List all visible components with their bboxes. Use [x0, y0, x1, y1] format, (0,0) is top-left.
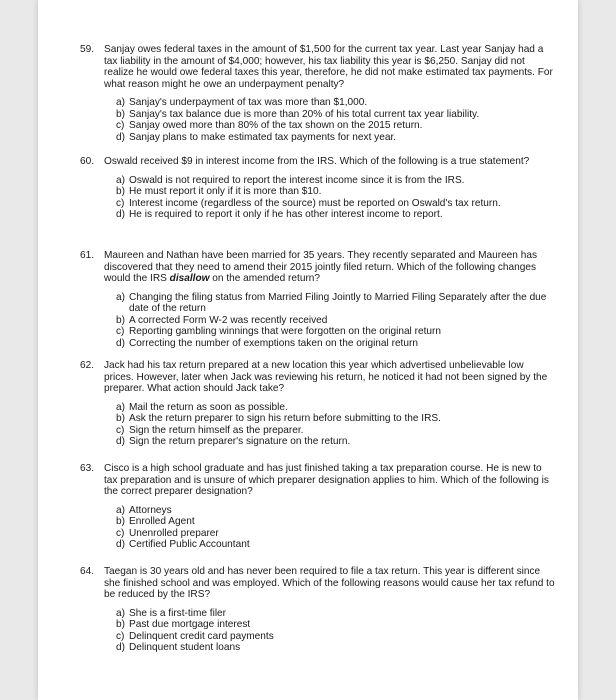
question-61 — [80, 250, 556, 349]
option-letter: d) — [116, 436, 125, 447]
answer-option — [116, 539, 556, 551]
option-text: Oswald is not required to report the interest income since it is from the IRS. — [129, 174, 465, 186]
answer-options — [116, 505, 556, 551]
answer-option — [116, 315, 556, 327]
option-text: Certified Public Accountant — [129, 539, 250, 550]
option-letter: c) — [116, 197, 125, 209]
answer-option — [116, 436, 556, 448]
option-text: Attorneys — [129, 504, 172, 516]
answer-option — [116, 97, 556, 109]
question-number: 64. — [80, 566, 95, 577]
answer-option — [116, 642, 556, 654]
stem-emphasis: disallow — [169, 273, 210, 284]
question-stem: Taegan is 30 years old and has never been required to file a tax return. This year is different since she finished school and was employed. Which of the following reasons would cause her tax refund to be reduced by the IRS? — [104, 566, 555, 600]
answer-options — [116, 97, 556, 143]
option-letter: b) — [116, 108, 125, 120]
option-text: Sign the return himself as the preparer. — [129, 424, 304, 436]
question-stem: Sanjay owes federal taxes in the amount of $1,500 for the current tax year. Last year Sanjay had a tax liability in the amount of $4,000; however, his tax liability this year is $6,250. Sanjay did not realize he would owe federal taxes this year, therefore, he did not make estimated tax payments. For what reason might he owe an underpayment penalty? — [104, 44, 553, 90]
answer-option — [116, 292, 556, 315]
option-letter: c) — [116, 527, 125, 539]
answer-option — [116, 132, 556, 144]
option-letter: b) — [116, 186, 125, 197]
option-letter: a) — [116, 504, 125, 516]
question-63 — [80, 463, 556, 551]
option-letter: a) — [116, 401, 125, 413]
option-text: Past due mortgage interest — [129, 619, 251, 630]
question-number: 61. — [80, 250, 95, 261]
option-text: Sanjay's underpayment of tax was more than $1,000. — [129, 97, 368, 108]
answer-options — [116, 175, 556, 221]
option-text: He must report it only if it is more than $10. — [129, 186, 322, 197]
question-stem: Jack had his tax return prepared at a new location this year which advertised unbelievable low prices. However, later when Jack was reviewing his return, he noticed it had not been signed by the preparer. What action should Jack take? — [104, 360, 548, 394]
answer-option — [116, 338, 556, 350]
option-text: Mail the return as soon as possible. — [129, 401, 288, 413]
answer-option — [116, 109, 556, 121]
answer-option — [116, 120, 556, 132]
answer-option — [116, 631, 556, 643]
answer-option — [116, 326, 556, 338]
option-text: Reporting gambling winnings that were forgotten on the original return — [129, 326, 441, 337]
question-number: 63. — [80, 463, 95, 474]
answer-option — [116, 516, 556, 528]
option-text: Delinquent credit card payments — [129, 630, 274, 642]
option-text: She is a first-time filer — [129, 607, 227, 619]
option-letter: c) — [116, 630, 125, 642]
answer-option — [116, 528, 556, 540]
option-letter: c) — [116, 120, 125, 131]
document-page — [38, 0, 578, 700]
option-text: Unenrolled preparer — [129, 527, 219, 539]
answer-options — [116, 608, 556, 654]
option-text: Correcting the number of exemptions taken on the original return — [129, 337, 418, 349]
answer-option — [116, 209, 556, 221]
option-letter: b) — [116, 619, 125, 630]
option-text: Ask the return preparer to sign his return before submitting to the IRS. — [129, 413, 441, 424]
option-text: Interest income (regardless of the source) must be reported on Oswald's tax return. — [129, 197, 501, 209]
answer-option — [116, 505, 556, 517]
question-stem — [104, 250, 556, 285]
option-letter: b) — [116, 516, 125, 527]
answer-options — [116, 292, 556, 350]
option-text: He is required to report it only if he has other interest income to report. — [129, 209, 443, 220]
option-text: A corrected Form W-2 was recently received — [129, 314, 328, 326]
option-text: Delinquent student loans — [129, 642, 241, 653]
option-letter: a) — [116, 174, 125, 186]
question-number: 59. — [80, 44, 95, 55]
question-59 — [80, 44, 556, 143]
stem-text: on the amended return? — [209, 273, 321, 284]
option-text: Sanjay owed more than 80% of the tax shown on the 2015 return. — [129, 120, 423, 131]
question-stem: Oswald received $9 in interest income from the IRS. Which of the following is a true statement? — [104, 156, 530, 167]
question-number: 62. — [80, 360, 95, 371]
option-letter: d) — [116, 337, 125, 349]
option-letter: a) — [116, 607, 125, 619]
option-text: Changing the filing status from Married Filing Jointly to Married Filing Separately after the due date of the return — [129, 291, 547, 314]
option-letter: c) — [116, 326, 125, 337]
answer-options — [116, 402, 556, 448]
stem-text: Maureen and Nathan have been married for 35 years. They recently separated and Maureen has discovered that they need to amend their 2015 jointly filed return. Which of the following changes would the IRS — [104, 250, 537, 284]
option-text: Sanjay's tax balance due is more than 20% of his total current tax year liability. — [129, 108, 480, 120]
answer-option — [116, 186, 556, 198]
question-64 — [80, 566, 556, 654]
answer-option — [116, 175, 556, 187]
question-62 — [80, 360, 556, 448]
question-stem: Cisco is a high school graduate and has just finished taking a tax preparation course. He is new to tax preparation and is unsure of which preparer designation applies to him. Which of the following is the correct preparer designation? — [104, 463, 549, 497]
answer-option — [116, 198, 556, 210]
answer-option — [116, 413, 556, 425]
option-letter: b) — [116, 314, 125, 326]
answer-option — [116, 619, 556, 631]
option-letter: d) — [116, 131, 125, 143]
answer-option — [116, 608, 556, 620]
option-letter: d) — [116, 539, 125, 550]
option-letter: b) — [116, 413, 125, 424]
answer-option — [116, 425, 556, 437]
option-letter: c) — [116, 424, 125, 436]
option-text: Enrolled Agent — [129, 516, 195, 527]
option-letter: a) — [116, 97, 125, 108]
option-text: Sign the return preparer's signature on the return. — [129, 436, 351, 447]
option-letter: d) — [116, 209, 125, 220]
option-letter: d) — [116, 642, 125, 653]
question-number: 60. — [80, 156, 95, 167]
option-letter: a) — [116, 291, 125, 303]
answer-option — [116, 402, 556, 414]
option-text: Sanjay plans to make estimated tax payments for next year. — [129, 131, 397, 143]
question-60 — [80, 156, 556, 221]
